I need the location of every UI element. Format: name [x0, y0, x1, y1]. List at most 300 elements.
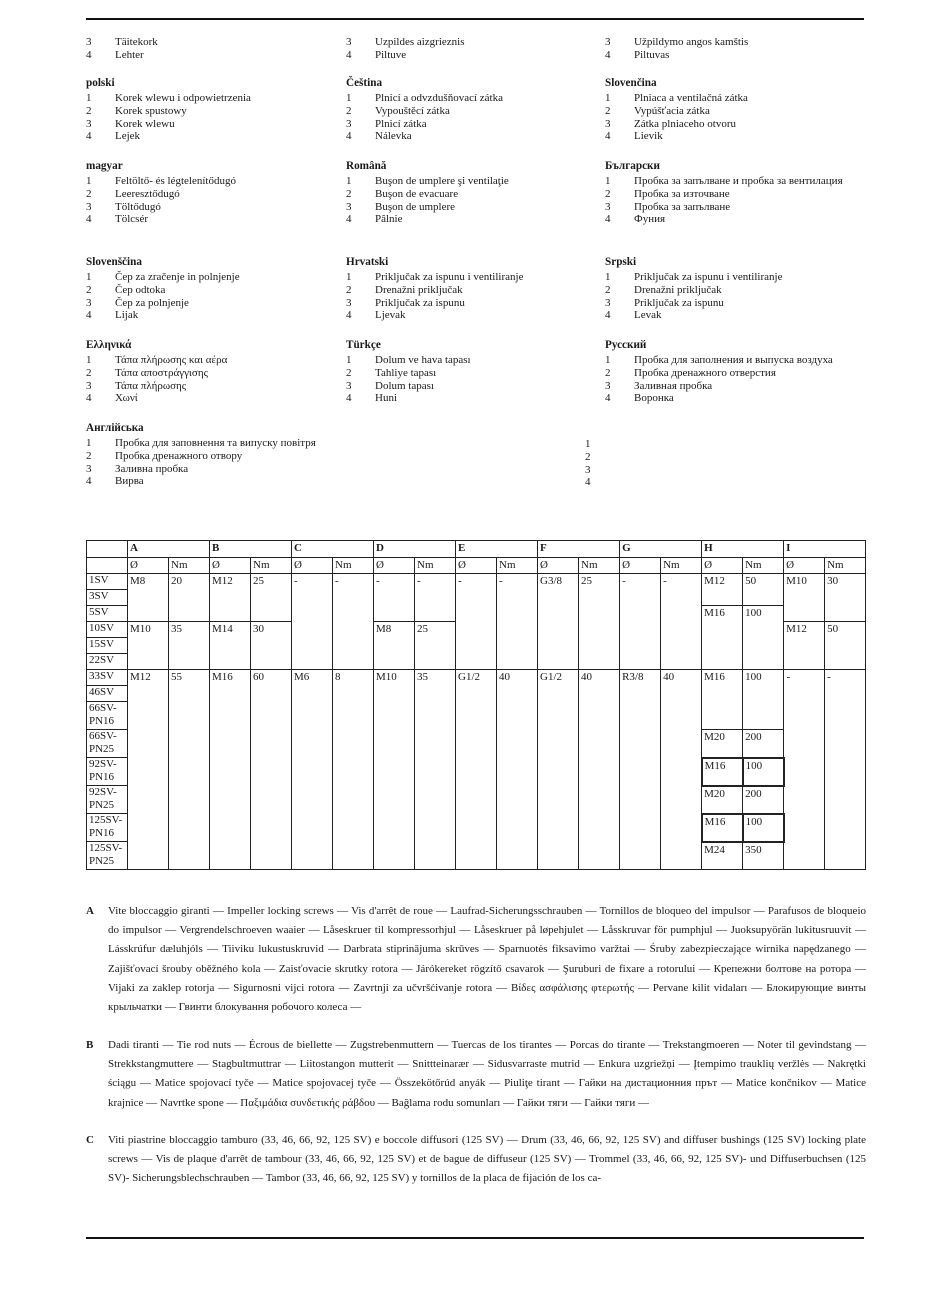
nm-header: Nm	[169, 558, 210, 574]
item-number: 4	[605, 309, 611, 322]
item-number: 1	[605, 271, 611, 283]
top-rule	[86, 18, 864, 20]
item-number: 4	[346, 130, 352, 143]
table-row	[87, 574, 866, 590]
language-block-turkce	[346, 339, 605, 405]
dia-header: Ø	[538, 558, 579, 574]
nm-header: Nm	[743, 558, 784, 574]
item-number: 2	[86, 449, 92, 462]
item-number: 2	[346, 187, 352, 200]
legend-letter: B	[86, 1039, 94, 1051]
list-item	[346, 213, 605, 226]
item-text: Lejek	[115, 130, 141, 143]
group-header: I	[784, 541, 866, 558]
list-item	[86, 392, 345, 405]
legend-paragraph-b	[86, 1036, 866, 1113]
cell: G1/2	[456, 670, 497, 870]
group-header: A	[128, 541, 210, 558]
item-text: Заливная пробка	[634, 379, 713, 392]
item-number: 3	[86, 117, 92, 130]
list-item	[605, 130, 874, 143]
cell: -	[825, 670, 866, 870]
cell: -	[374, 574, 415, 622]
item-text: Priključak za ispunu	[634, 296, 724, 309]
cell: 200	[743, 730, 784, 758]
model-cell: 125SV-PN16	[87, 814, 128, 842]
item-number: 3	[346, 296, 352, 309]
list-item	[346, 188, 605, 201]
item-text: Τάπα αποστράγγισης	[115, 366, 208, 379]
cell: G1/2	[538, 670, 579, 870]
list-item	[346, 367, 605, 380]
item-text: Dolum tapası	[375, 379, 434, 392]
dia-header: Ø	[210, 558, 251, 574]
language-block-slovencina	[605, 77, 874, 143]
cell: M10	[784, 574, 825, 622]
item-text: Пробка за източване	[634, 187, 730, 200]
cell: 40	[579, 670, 620, 870]
list-item	[346, 392, 605, 405]
legend-letter: C	[86, 1134, 94, 1146]
list-item	[86, 271, 345, 284]
item-text: Ljevak	[375, 309, 406, 322]
item-text: Dolum ve hava tapası	[375, 354, 471, 366]
item-number: 2	[346, 283, 352, 296]
language-block-magyar	[86, 160, 345, 226]
item-number: 4	[605, 213, 611, 226]
list-item	[86, 309, 345, 322]
list-item: 3 Užpildymo angos kamštis	[605, 36, 749, 48]
item-text: Вирва	[115, 475, 144, 488]
language-block-polski	[86, 77, 345, 143]
list-item	[605, 118, 874, 131]
model-cell: 33SV	[87, 670, 128, 686]
item-text: Priključak za ispunu i ventiliranje	[634, 271, 783, 283]
list-item	[86, 380, 345, 393]
list-item	[605, 175, 874, 188]
item-number: 3	[86, 200, 92, 213]
language-block-ellinika	[86, 339, 345, 405]
list-item	[86, 175, 345, 188]
item-text: Χωνί	[115, 392, 138, 405]
partial-list-col2	[346, 36, 605, 62]
item-number: 4	[86, 130, 92, 143]
model-cell: 125SV-PN25	[87, 842, 128, 870]
item-text: Lijak	[115, 309, 139, 322]
language-title: Slovenčina	[605, 77, 657, 89]
language-title: Български	[605, 160, 660, 172]
cell: M10	[128, 622, 169, 670]
cell: 100	[743, 670, 784, 730]
model-cell: 92SV-PN25	[87, 786, 128, 814]
cell: -	[784, 670, 825, 870]
sub-header-row	[87, 558, 866, 574]
cell: 25	[415, 622, 456, 670]
item-number: 3	[605, 200, 611, 213]
list-item	[86, 284, 345, 297]
item-number: 4	[605, 392, 611, 405]
corner-cell	[87, 558, 128, 574]
item-number: 3	[346, 200, 352, 213]
item-text: Drenažni priključak	[375, 283, 463, 296]
list-item	[605, 284, 874, 297]
cell: -	[292, 574, 333, 670]
item-text: Пробка за запълване и пробка за вентилация	[634, 175, 843, 187]
item-text: Plnicí a odvzdušňovací zátka	[375, 92, 503, 104]
model-cell: 66SV-PN16	[87, 702, 128, 730]
list-item	[86, 105, 345, 118]
group-header: H	[702, 541, 784, 558]
dia-header: Ø	[702, 558, 743, 574]
list-item	[346, 354, 605, 367]
item-text: Huni	[375, 392, 397, 405]
item-text: Buşon de umplere şi ventilaţie	[375, 175, 509, 187]
nm-header: Nm	[825, 558, 866, 574]
list-item	[346, 130, 605, 143]
cell: 200	[743, 786, 784, 814]
dia-header: Ø	[374, 558, 415, 574]
list-item	[86, 92, 345, 105]
cell: M12	[128, 670, 169, 870]
cell: 40	[497, 670, 538, 870]
item-text: Пробка за запълване	[634, 200, 731, 213]
list-item	[605, 271, 874, 284]
list-item	[86, 367, 345, 380]
item-text: Buşon de umplere	[375, 200, 456, 213]
number-column	[585, 438, 591, 489]
cell: -	[661, 574, 702, 670]
item-number: 3	[346, 117, 352, 130]
item-text: Vypúšťacia zátka	[634, 104, 710, 117]
item-text: Korek spustowy	[115, 104, 187, 117]
list-item	[346, 271, 605, 284]
item-number: 2	[605, 187, 611, 200]
number: 2	[585, 450, 591, 463]
legend-text: Viti piastrine bloccaggio tamburo (33, 46, 66, 92, 125 SV) e boccole diffusori (125 SV) — Drum (33, 46, 66, 92, 125 SV) and diffuser bushings (125 SV) locking plate screws — Vis de plaque d'arrêt de tambour (33, 46, 66, 92, 125 SV) et de bague de diffuseur (125 SV) — Trommel (33, 46, 66, 92, 125 SV)- und Diffuserbuchsen (125 SV)- Sicherungsblechschrauben — Tambor (33, 46, 66, 92, 125 SV) y tornillos de la placa de fijación de los ca-	[108, 1134, 866, 1185]
list-item	[86, 297, 345, 310]
cell: 100	[743, 606, 784, 670]
item-number: 1	[605, 354, 611, 366]
list-item	[605, 297, 874, 310]
number: 4	[585, 476, 591, 489]
language-title: Ελληνικά	[86, 339, 132, 351]
list-item	[86, 201, 345, 214]
item-text: Korek wlewu i odpowietrzenia	[115, 92, 251, 104]
torque-table	[86, 540, 866, 870]
item-number: 2	[605, 366, 611, 379]
group-header: F	[538, 541, 620, 558]
partial-list-col3	[605, 36, 874, 62]
cell: M8	[374, 622, 415, 670]
list-item	[346, 175, 605, 188]
list-item	[86, 354, 345, 367]
item-number: 4	[346, 213, 352, 226]
cell: M14	[210, 622, 251, 670]
nm-header: Nm	[497, 558, 538, 574]
group-header: E	[456, 541, 538, 558]
cell: 35	[169, 622, 210, 670]
model-cell: 10SV	[87, 622, 128, 638]
item-number: 1	[86, 175, 92, 187]
item-number: 3	[86, 379, 92, 392]
language-title: Srpski	[605, 256, 637, 268]
item-number: 2	[605, 283, 611, 296]
cell: M16	[210, 670, 251, 870]
item-text: Leeresztődugó	[115, 187, 180, 200]
item-number: 2	[86, 366, 92, 379]
list-item	[605, 309, 874, 322]
language-block-hrvatski	[346, 256, 605, 322]
list-item: 4 Piltuvas	[605, 48, 670, 61]
item-text: Pâlnie	[375, 213, 403, 226]
cell: 25	[251, 574, 292, 622]
item-number: 3	[346, 379, 352, 392]
model-cell: 3SV	[87, 590, 128, 606]
item-number: 1	[605, 92, 611, 104]
dia-header: Ø	[128, 558, 169, 574]
list-item	[86, 475, 345, 488]
cell: M16	[702, 758, 743, 786]
list-item	[86, 437, 345, 450]
item-number: 2	[86, 104, 92, 117]
list-item	[86, 188, 345, 201]
cell: M12	[702, 574, 743, 606]
item-text: Пробка для заполнения и выпуска воздуха	[634, 354, 833, 366]
cell: 20	[169, 574, 210, 622]
dia-header: Ø	[456, 558, 497, 574]
item-text: Čep odtoka	[115, 283, 166, 296]
list-item	[346, 92, 605, 105]
cell: 50	[743, 574, 784, 606]
item-text: Priključak za ispunu i ventiliranje	[375, 271, 524, 283]
list-item	[605, 105, 874, 118]
item-text: Τάπα πλήρωσης	[115, 379, 187, 392]
nm-header: Nm	[579, 558, 620, 574]
list-item	[86, 463, 345, 476]
item-number: 1	[86, 271, 92, 283]
language-title: Română	[346, 160, 387, 172]
model-cell: 15SV	[87, 638, 128, 654]
list-item	[605, 213, 874, 226]
list-item	[346, 380, 605, 393]
item-number: 2	[346, 104, 352, 117]
item-number: 4	[86, 213, 92, 226]
item-number: 1	[346, 354, 352, 366]
list-item	[605, 380, 874, 393]
language-title: Русский	[605, 339, 647, 351]
list-item	[605, 367, 874, 380]
cell: G3/8	[538, 574, 579, 670]
cell: -	[497, 574, 538, 670]
item-number: 2	[86, 283, 92, 296]
cell: M16	[702, 606, 743, 670]
item-number: 2	[346, 366, 352, 379]
language-block-cestina	[346, 77, 605, 143]
language-title: magyar	[86, 160, 123, 172]
cell: M20	[702, 786, 743, 814]
cell: M10	[374, 670, 415, 870]
item-text: Vypouštěcí zátka	[375, 104, 450, 117]
item-text: Čep za polnjenje	[115, 296, 189, 309]
cell: -	[333, 574, 374, 670]
nm-header: Nm	[333, 558, 374, 574]
nm-header: Nm	[661, 558, 702, 574]
list-item	[86, 450, 345, 463]
cell: 8	[333, 670, 374, 870]
cell: 35	[415, 670, 456, 870]
item-number: 2	[605, 104, 611, 117]
list-item	[605, 201, 874, 214]
item-number: 4	[605, 130, 611, 143]
nm-header: Nm	[415, 558, 456, 574]
list-item: 4 Piltuve	[346, 48, 407, 61]
item-number: 1	[346, 271, 352, 283]
item-text: Čep za zračenje in polnjenje	[115, 271, 240, 283]
language-title: Slovenščina	[86, 256, 142, 268]
list-item: 3 Uzpildes aizgrieznis	[346, 36, 465, 48]
item-number: 3	[86, 462, 92, 475]
item-text: Tölcsér	[115, 213, 148, 226]
legend-text: Vite bloccaggio giranti — Impeller locking screws — Vis d'arrêt de roue — Laufrad-Sicherungsschrauben — Tornillos de bloqueo del impulsor — Parafusos de bloqueio do impulsor — Vergrendelschroeven waaier — Låseskruer til kompressorhjul — Låseskruer på løpehjulet — Låsskruvar för pumphjul — Juoksupyörän lukitusruuvit — Lásskrúfur dæluhjóls — Tiiviku lukustuskruvid — Darbrata stiprinājuma skrūves — Sparnuotės fiksavimo varžtai — Śruby zabezpieczające wirnika napędzanego — Zajišťovací šrouby oběžného kola — Zaisťovacie skrutky rotora — Járókereket rögzítő csavarok — Şuruburi de fixare a rotorului — Крепежни болтове на ротора — Vijaki za zaklep rotorja — Sigurnosni vijci rotora — Zavrtnji za učvršćivanje rotora — Βίδες ασφάλισης φτερωτής — Pervane kilit vidaları — Блокирующие винты крыльчатки — Гвинти блокування робочого колеса —	[108, 905, 866, 1014]
corner-cell	[87, 541, 128, 558]
cell: M16	[702, 814, 743, 842]
dia-header: Ø	[620, 558, 661, 574]
language-title: Türkçe	[346, 339, 381, 351]
item-text: Zátka plniaceho otvoru	[634, 117, 737, 130]
cell: R3/8	[620, 670, 661, 870]
item-text: Levak	[634, 309, 662, 322]
item-text: Tahliye tapası	[375, 366, 437, 379]
item-text: Пробка для заповнення та випуску повітря	[115, 437, 316, 449]
cell: M12	[210, 574, 251, 622]
item-number: 3	[86, 296, 92, 309]
legend-paragraph-c	[86, 1131, 866, 1189]
item-number: 1	[86, 92, 92, 104]
item-number: 1	[86, 354, 92, 366]
item-number: 4	[346, 309, 352, 322]
number: 3	[585, 463, 591, 476]
group-header-row	[87, 541, 866, 558]
cell: 40	[661, 670, 702, 870]
language-title: polski	[86, 77, 115, 89]
legend-letter: A	[86, 905, 94, 917]
item-text: Nálevka	[375, 130, 412, 143]
list-item	[605, 92, 874, 105]
item-number: 2	[86, 187, 92, 200]
group-header: C	[292, 541, 374, 558]
group-header: D	[374, 541, 456, 558]
list-item	[605, 354, 874, 367]
item-text: Feltöltő- és légtelenítődugó	[115, 175, 236, 187]
partial-list-col1	[86, 36, 345, 62]
list-item	[605, 188, 874, 201]
model-cell: 46SV	[87, 686, 128, 702]
item-text: Пробка дренажного отверстия	[634, 366, 776, 379]
cell: 350	[743, 842, 784, 870]
language-block-ukrainian	[86, 422, 345, 488]
cell: M24	[702, 842, 743, 870]
language-block-romana	[346, 160, 605, 226]
item-text: Фуния	[634, 213, 666, 226]
nm-header: Nm	[251, 558, 292, 574]
cell: 30	[251, 622, 292, 670]
cell: 25	[579, 574, 620, 670]
cell: 100	[743, 758, 784, 786]
item-number: 3	[605, 379, 611, 392]
item-number: 1	[86, 437, 92, 449]
list-item	[86, 213, 345, 226]
language-title: Hrvatski	[346, 256, 389, 268]
item-text: Plniaca a ventilačná zátka	[634, 92, 748, 104]
table-row	[87, 670, 866, 686]
item-number: 4	[346, 392, 352, 405]
item-text: Заливна пробка	[115, 462, 189, 475]
number: 1	[585, 438, 591, 450]
item-text: Plnicí zátka	[375, 117, 427, 130]
cell: -	[456, 574, 497, 670]
item-number: 3	[605, 296, 611, 309]
cell: M12	[784, 622, 825, 670]
language-title: Čeština	[346, 77, 383, 89]
item-number: 3	[605, 117, 611, 130]
item-text: Priključak za ispunu	[375, 296, 465, 309]
language-title: Англійська	[86, 422, 144, 434]
item-text: Korek wlewu	[115, 117, 175, 130]
cell: M20	[702, 730, 743, 758]
cell: 30	[825, 574, 866, 622]
dia-header: Ø	[292, 558, 333, 574]
item-number: 4	[86, 309, 92, 322]
list-item	[346, 297, 605, 310]
model-cell: 92SV-PN16	[87, 758, 128, 786]
list-item: 4 Lehter	[86, 48, 144, 61]
language-block-slovenscina	[86, 256, 345, 322]
language-block-srpski	[605, 256, 874, 322]
item-text: Buşon de evacuare	[375, 187, 459, 200]
list-item	[86, 130, 345, 143]
dia-header: Ø	[784, 558, 825, 574]
language-block-russkiy	[605, 339, 874, 405]
item-text: Воронка	[634, 392, 674, 405]
list-item	[346, 105, 605, 118]
cell: -	[415, 574, 456, 622]
item-text: Τάπα πλήρωσης και αέρα	[115, 354, 228, 366]
cell: M16	[702, 670, 743, 730]
model-cell: 1SV	[87, 574, 128, 590]
model-cell: 22SV	[87, 654, 128, 670]
item-number: 1	[605, 175, 611, 187]
cell: 50	[825, 622, 866, 670]
list-item	[346, 309, 605, 322]
cell: M8	[128, 574, 169, 622]
cell: M6	[292, 670, 333, 870]
list-item	[346, 284, 605, 297]
cell: 100	[743, 814, 784, 842]
item-number: 4	[86, 392, 92, 405]
cell: -	[620, 574, 661, 670]
legend-text: Dadi tiranti — Tie rod nuts — Écrous de biellette — Zugstrebenmuttern — Tuercas de los tirantes — Porcas do tirante — Trekstangmoeren — Noter til gevindstang — Strekkstangmuttere — Stagbultmuttrar — Liitostangon mutterit — Snittteinarær — Sidusvarraste mutrid — Enkura uzgriežņi — Įtempimo trauklių veržlės — Nakrętki ściągu — Matice spojovací tyče — Matice spojovacej tyče — Összekötőrúd anyák — Piuliţe tirant — Гайки на дистационния прът — Matice končnikov — Matice krajnice — Navrtke spone — Παξιμάδια συνδετικής ράβδου — Bağlama rodu somunları — Гайки тяги — Гайки тяги —	[108, 1039, 866, 1109]
language-block-balgarski	[605, 160, 874, 226]
legend-paragraph-a	[86, 902, 866, 1017]
model-cell: 66SV-PN25	[87, 730, 128, 758]
cell: 60	[251, 670, 292, 870]
item-text: Lievik	[634, 130, 663, 143]
item-number: 1	[346, 175, 352, 187]
item-text: Töltődugó	[115, 200, 161, 213]
group-header: G	[620, 541, 702, 558]
group-header: B	[210, 541, 292, 558]
list-item	[605, 392, 874, 405]
